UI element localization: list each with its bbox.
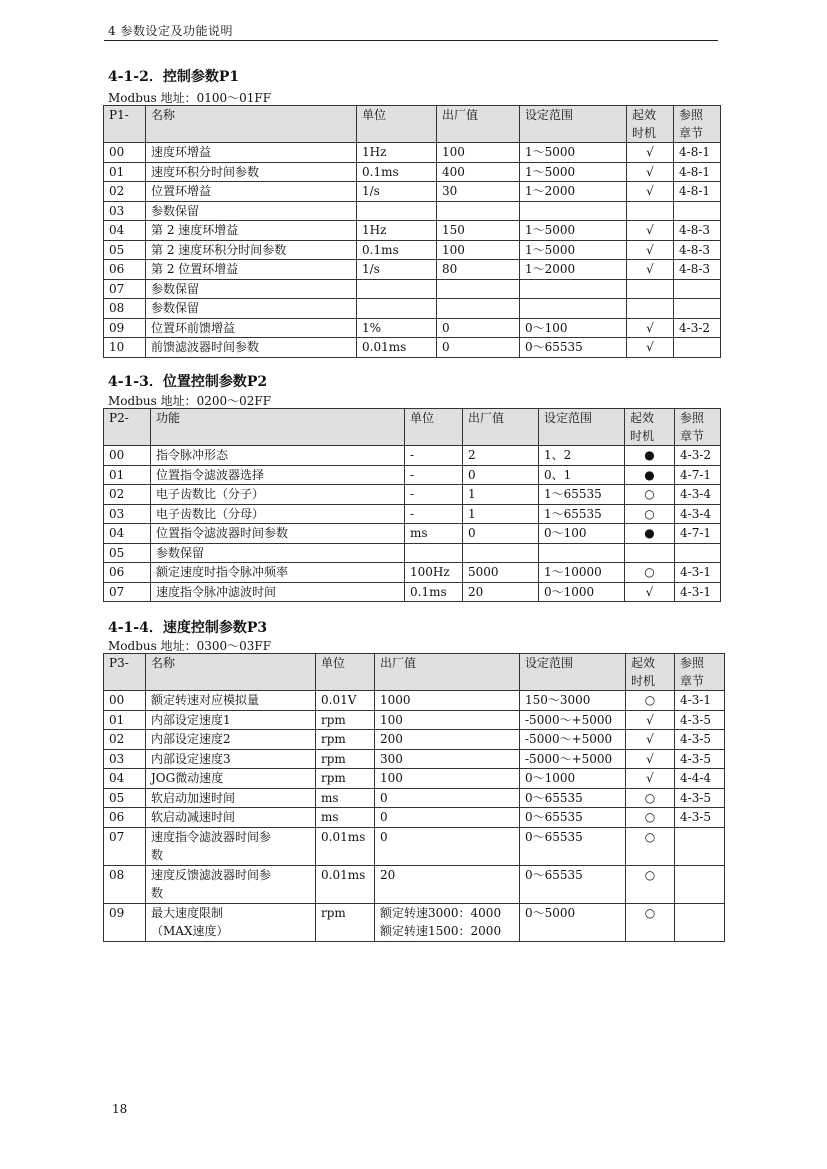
cell-unit: 1Hz — [357, 143, 437, 163]
modbus-address-p3: Modbus 地址：0300～03FF — [108, 639, 272, 653]
cell-effective-timing — [625, 543, 675, 563]
cell-unit: rpm — [316, 903, 375, 941]
cell-setting-range: 1～5000 — [520, 162, 627, 182]
cell-default-value: 150 — [437, 221, 520, 241]
cell-setting-range — [520, 299, 627, 319]
cell-reference-chapter: 4-3-5 — [675, 788, 725, 808]
header-effective-timing: 起效 时机 — [627, 106, 674, 143]
cell-effective-timing — [627, 201, 674, 221]
cell-setting-range: 1～65535 — [539, 485, 625, 505]
table-row — [104, 903, 725, 941]
cell-default-value: 0 — [375, 827, 520, 865]
cell-param-no: 05 — [104, 788, 146, 808]
cell-effective-timing: √ — [626, 749, 675, 769]
cell-default-value: 0 — [437, 338, 520, 358]
cell-reference-chapter: 4-8-1 — [674, 162, 721, 182]
cell-effective-timing: ○ — [626, 808, 675, 828]
header-unit: 单位 — [316, 654, 375, 691]
cell-reference-chapter: 4-8-3 — [674, 260, 721, 280]
table-row — [104, 260, 721, 280]
cell-unit: ms — [316, 808, 375, 828]
cell-default-value: 0 — [437, 318, 520, 338]
cell-effective-timing: √ — [627, 240, 674, 260]
cell-unit: 0.1ms — [405, 582, 463, 602]
cell-param-name: 第 2 速度环积分时间参数 — [146, 240, 357, 260]
cell-reference-chapter — [675, 865, 725, 903]
cell-unit: - — [405, 504, 463, 524]
cell-reference-chapter — [675, 903, 725, 941]
cell-param-name: 速度环增益 — [146, 143, 357, 163]
cell-setting-range: -5000～+5000 — [520, 749, 626, 769]
cell-default-value — [437, 299, 520, 319]
cell-effective-timing: ○ — [626, 691, 675, 711]
cell-setting-range: 0～65535 — [520, 865, 626, 903]
header-reference-chapter: 参照 章节 — [675, 409, 721, 446]
cell-effective-timing: ● — [625, 465, 675, 485]
cell-effective-timing: √ — [627, 338, 674, 358]
cell-reference-chapter: 4-4-4 — [675, 769, 725, 789]
table-row — [104, 543, 721, 563]
cell-setting-range: 150～3000 — [520, 691, 626, 711]
header-param-name: 功能 — [151, 409, 405, 446]
cell-effective-timing: ○ — [626, 788, 675, 808]
cell-unit: 0.01V — [316, 691, 375, 711]
cell-default-value: 1 — [463, 485, 539, 505]
table-row — [104, 446, 721, 466]
cell-setting-range: 1～5000 — [520, 240, 627, 260]
header-unit: 单位 — [405, 409, 463, 446]
cell-unit: 1Hz — [357, 221, 437, 241]
cell-default-value: 0 — [375, 788, 520, 808]
table-row — [104, 582, 721, 602]
table-header-row — [104, 409, 721, 446]
cell-param-no: 08 — [104, 865, 146, 903]
cell-setting-range: 0～100 — [539, 524, 625, 544]
cell-param-name: 指令脉冲形态 — [151, 446, 405, 466]
cell-reference-chapter: 4-7-1 — [675, 465, 721, 485]
page-number: 18 — [112, 1102, 128, 1116]
cell-reference-chapter: 4-3-2 — [675, 446, 721, 466]
header-reference-chapter: 参照 章节 — [675, 654, 725, 691]
table-row — [104, 769, 725, 789]
cell-default-value: 30 — [437, 182, 520, 202]
cell-reference-chapter — [674, 201, 721, 221]
cell-effective-timing: √ — [627, 162, 674, 182]
cell-param-no: 05 — [104, 240, 146, 260]
cell-param-name: 参数保留 — [146, 279, 357, 299]
cell-unit — [357, 201, 437, 221]
table-row — [104, 788, 725, 808]
cell-param-no: 09 — [104, 903, 146, 941]
cell-setting-range: 1～2000 — [520, 182, 627, 202]
cell-unit: rpm — [316, 749, 375, 769]
cell-default-value: 额定转速3000：4000 额定转速1500：2000 — [375, 903, 520, 941]
table-row — [104, 240, 721, 260]
cell-setting-range: 0～5000 — [520, 903, 626, 941]
cell-unit: 0.1ms — [357, 162, 437, 182]
cell-param-no: 04 — [104, 221, 146, 241]
param-table-p2 — [103, 408, 721, 602]
header-setting-range: 设定范围 — [520, 654, 626, 691]
cell-effective-timing: √ — [627, 182, 674, 202]
table-row — [104, 749, 725, 769]
table-header-row — [104, 106, 721, 143]
cell-param-no: 01 — [104, 710, 146, 730]
table-row — [104, 691, 725, 711]
section-title-p3: 4-1-4．速度控制参数P3 — [108, 620, 268, 636]
cell-effective-timing: √ — [626, 710, 675, 730]
cell-reference-chapter: 4-7-1 — [675, 524, 721, 544]
cell-setting-range: 0、1 — [539, 465, 625, 485]
cell-param-no: 02 — [104, 730, 146, 750]
cell-param-name: 前馈滤波器时间参数 — [146, 338, 357, 358]
cell-default-value: 100 — [375, 769, 520, 789]
section-title-p1: 4-1-2．控制参数P1 — [108, 69, 240, 85]
cell-reference-chapter: 4-3-1 — [675, 582, 721, 602]
cell-setting-range: 1～2000 — [520, 260, 627, 280]
cell-param-no: 00 — [104, 691, 146, 711]
table-row — [104, 162, 721, 182]
param-table-p1 — [103, 105, 721, 358]
table-row — [104, 143, 721, 163]
cell-param-no: 06 — [104, 808, 146, 828]
cell-setting-range: 1～65535 — [539, 504, 625, 524]
page-header: 4 参数设定及功能说明 — [108, 24, 233, 38]
cell-default-value: 1000 — [375, 691, 520, 711]
cell-setting-range: 0～1000 — [539, 582, 625, 602]
cell-unit: - — [405, 465, 463, 485]
header-setting-range: 设定范围 — [520, 106, 627, 143]
cell-param-no: 00 — [104, 143, 146, 163]
header-param-name: 名称 — [146, 106, 357, 143]
cell-reference-chapter — [675, 827, 725, 865]
cell-unit: 0.01ms — [316, 865, 375, 903]
header-param-no: P3- — [104, 654, 146, 691]
cell-default-value: 400 — [437, 162, 520, 182]
cell-default-value — [437, 201, 520, 221]
cell-param-name: 电子齿数比（分子） — [151, 485, 405, 505]
cell-param-name: 内部设定速度1 — [146, 710, 316, 730]
cell-param-no: 04 — [104, 524, 151, 544]
cell-reference-chapter: 4-8-3 — [674, 221, 721, 241]
header-setting-range: 设定范围 — [539, 409, 625, 446]
cell-reference-chapter: 4-3-5 — [675, 808, 725, 828]
cell-setting-range: 0～1000 — [520, 769, 626, 789]
cell-param-name: 额定速度时指令脉冲频率 — [151, 563, 405, 583]
cell-param-name: 软启动减速时间 — [146, 808, 316, 828]
cell-param-name: 第 2 位置环增益 — [146, 260, 357, 280]
header-reference-chapter: 参照 章节 — [674, 106, 721, 143]
cell-param-no: 10 — [104, 338, 146, 358]
table-row — [104, 221, 721, 241]
cell-default-value: 0 — [463, 524, 539, 544]
cell-param-no: 05 — [104, 543, 151, 563]
cell-reference-chapter: 4-3-4 — [675, 485, 721, 505]
table-row — [104, 318, 721, 338]
header-effective-timing: 起效 时机 — [625, 409, 675, 446]
cell-param-no: 03 — [104, 201, 146, 221]
cell-setting-range: -5000～+5000 — [520, 710, 626, 730]
cell-param-no: 03 — [104, 504, 151, 524]
table-row — [104, 524, 721, 544]
cell-unit: - — [405, 446, 463, 466]
cell-setting-range: 1～5000 — [520, 221, 627, 241]
header-rule — [104, 40, 718, 41]
cell-unit: 0.1ms — [357, 240, 437, 260]
cell-setting-range: 0～65535 — [520, 808, 626, 828]
cell-unit — [357, 279, 437, 299]
cell-default-value: 100 — [437, 143, 520, 163]
cell-param-name: 内部设定速度3 — [146, 749, 316, 769]
cell-param-no: 00 — [104, 446, 151, 466]
cell-param-no: 06 — [104, 563, 151, 583]
cell-reference-chapter — [674, 338, 721, 358]
cell-param-name: 内部设定速度2 — [146, 730, 316, 750]
table-row — [104, 504, 721, 524]
cell-setting-range — [520, 201, 627, 221]
table-row — [104, 730, 725, 750]
cell-effective-timing: ○ — [626, 865, 675, 903]
cell-unit: - — [405, 485, 463, 505]
cell-param-no: 07 — [104, 827, 146, 865]
cell-param-name: 最大速度限制 （MAX速度） — [146, 903, 316, 941]
cell-param-name: 速度反馈滤波器时间参 数 — [146, 865, 316, 903]
cell-param-name: 电子齿数比（分母） — [151, 504, 405, 524]
param-table-p3 — [103, 653, 725, 942]
cell-param-no: 06 — [104, 260, 146, 280]
cell-param-name: 速度指令脉冲滤波时间 — [151, 582, 405, 602]
cell-effective-timing: ○ — [625, 485, 675, 505]
cell-param-name: 位置指令滤波器选择 — [151, 465, 405, 485]
cell-reference-chapter: 4-8-1 — [674, 143, 721, 163]
cell-reference-chapter: 4-3-2 — [674, 318, 721, 338]
cell-param-no: 09 — [104, 318, 146, 338]
cell-effective-timing — [627, 279, 674, 299]
cell-default-value: 2 — [463, 446, 539, 466]
cell-unit: 1/s — [357, 260, 437, 280]
cell-default-value: 100 — [437, 240, 520, 260]
table-row — [104, 338, 721, 358]
cell-param-name: 位置环增益 — [146, 182, 357, 202]
cell-default-value: 100 — [375, 710, 520, 730]
cell-effective-timing: ○ — [626, 903, 675, 941]
header-param-no: P2- — [104, 409, 151, 446]
cell-effective-timing: √ — [627, 143, 674, 163]
cell-setting-range: 0～65535 — [520, 827, 626, 865]
header-param-name: 名称 — [146, 654, 316, 691]
section-title-p2: 4-1-3．位置控制参数P2 — [108, 374, 268, 390]
cell-setting-range: 0～65535 — [520, 338, 627, 358]
cell-reference-chapter — [674, 299, 721, 319]
table-row — [104, 201, 721, 221]
cell-param-name: 参数保留 — [146, 201, 357, 221]
cell-default-value: 20 — [375, 865, 520, 903]
cell-reference-chapter — [674, 279, 721, 299]
header-default-value: 出厂值 — [463, 409, 539, 446]
cell-unit: rpm — [316, 730, 375, 750]
cell-param-no: 02 — [104, 485, 151, 505]
cell-param-no: 04 — [104, 769, 146, 789]
cell-setting-range: 0～65535 — [520, 788, 626, 808]
cell-effective-timing: ● — [625, 446, 675, 466]
cell-setting-range: 0～100 — [520, 318, 627, 338]
cell-setting-range: -5000～+5000 — [520, 730, 626, 750]
cell-setting-range — [520, 279, 627, 299]
cell-reference-chapter: 4-3-4 — [675, 504, 721, 524]
cell-effective-timing: ● — [625, 524, 675, 544]
header-default-value: 出厂值 — [375, 654, 520, 691]
table-row — [104, 710, 725, 730]
cell-setting-range: 1、2 — [539, 446, 625, 466]
cell-effective-timing: √ — [627, 221, 674, 241]
modbus-address-p2: Modbus 地址：0200～02FF — [108, 394, 272, 408]
cell-unit: 1% — [357, 318, 437, 338]
table-row — [104, 865, 725, 903]
modbus-address-p1: Modbus 地址：0100～01FF — [108, 91, 272, 105]
cell-reference-chapter: 4-3-5 — [675, 730, 725, 750]
cell-param-no: 01 — [104, 465, 151, 485]
cell-reference-chapter: 4-3-1 — [675, 691, 725, 711]
cell-default-value — [437, 279, 520, 299]
cell-param-name: 额定转速对应模拟量 — [146, 691, 316, 711]
cell-effective-timing: √ — [627, 260, 674, 280]
cell-unit — [357, 299, 437, 319]
cell-param-name: 速度环积分时间参数 — [146, 162, 357, 182]
cell-default-value — [463, 543, 539, 563]
cell-unit: rpm — [316, 769, 375, 789]
table-row — [104, 827, 725, 865]
table-row — [104, 485, 721, 505]
cell-reference-chapter — [675, 543, 721, 563]
cell-reference-chapter: 4-8-1 — [674, 182, 721, 202]
cell-param-no: 03 — [104, 749, 146, 769]
cell-setting-range: 1～5000 — [520, 143, 627, 163]
cell-unit: 1/s — [357, 182, 437, 202]
cell-default-value: 200 — [375, 730, 520, 750]
cell-unit: 0.01ms — [316, 827, 375, 865]
header-param-no: P1- — [104, 106, 146, 143]
cell-effective-timing — [627, 299, 674, 319]
cell-param-no: 02 — [104, 182, 146, 202]
cell-param-no: 08 — [104, 299, 146, 319]
cell-default-value: 0 — [375, 808, 520, 828]
cell-param-name: 位置指令滤波器时间参数 — [151, 524, 405, 544]
cell-param-name: 软启动加速时间 — [146, 788, 316, 808]
cell-default-value: 5000 — [463, 563, 539, 583]
cell-reference-chapter: 4-3-5 — [675, 710, 725, 730]
table-row — [104, 808, 725, 828]
header-unit: 单位 — [357, 106, 437, 143]
cell-unit: rpm — [316, 710, 375, 730]
table-row — [104, 563, 721, 583]
cell-param-name: 参数保留 — [146, 299, 357, 319]
header-effective-timing: 起效 时机 — [626, 654, 675, 691]
table-row — [104, 299, 721, 319]
table-row — [104, 465, 721, 485]
cell-unit — [405, 543, 463, 563]
cell-default-value: 300 — [375, 749, 520, 769]
cell-effective-timing: ○ — [626, 827, 675, 865]
cell-setting-range: 1～10000 — [539, 563, 625, 583]
cell-param-name: 参数保留 — [151, 543, 405, 563]
cell-default-value: 0 — [463, 465, 539, 485]
cell-default-value: 1 — [463, 504, 539, 524]
cell-unit: ms — [316, 788, 375, 808]
cell-unit: 100Hz — [405, 563, 463, 583]
cell-param-no: 07 — [104, 279, 146, 299]
header-default-value: 出厂值 — [437, 106, 520, 143]
cell-param-name: 速度指令滤波器时间参 数 — [146, 827, 316, 865]
cell-param-name: 第 2 速度环增益 — [146, 221, 357, 241]
table-row — [104, 279, 721, 299]
cell-effective-timing: ○ — [625, 563, 675, 583]
cell-effective-timing: √ — [626, 730, 675, 750]
cell-effective-timing: ○ — [625, 504, 675, 524]
cell-reference-chapter: 4-3-5 — [675, 749, 725, 769]
cell-setting-range — [539, 543, 625, 563]
cell-reference-chapter: 4-3-1 — [675, 563, 721, 583]
cell-effective-timing: √ — [626, 769, 675, 789]
cell-effective-timing: √ — [627, 318, 674, 338]
cell-reference-chapter: 4-8-3 — [674, 240, 721, 260]
cell-param-name: JOG微动速度 — [146, 769, 316, 789]
cell-unit: ms — [405, 524, 463, 544]
cell-default-value: 20 — [463, 582, 539, 602]
table-header-row — [104, 654, 725, 691]
cell-default-value: 80 — [437, 260, 520, 280]
cell-param-no: 01 — [104, 162, 146, 182]
table-row — [104, 182, 721, 202]
cell-unit: 0.01ms — [357, 338, 437, 358]
cell-effective-timing: √ — [625, 582, 675, 602]
cell-param-name: 位置环前馈增益 — [146, 318, 357, 338]
cell-param-no: 07 — [104, 582, 151, 602]
